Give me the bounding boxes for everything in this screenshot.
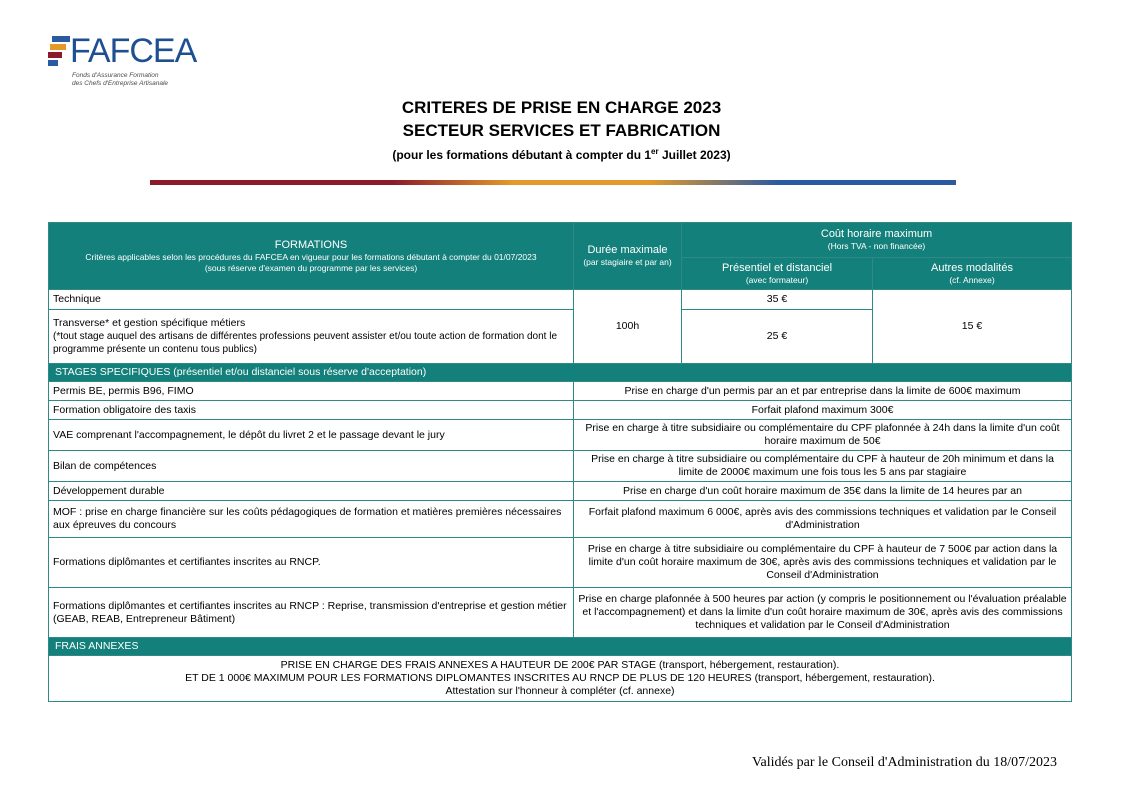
row-technique-cost: 35 € [682,290,873,310]
stage-value: Prise en charge plafonnée à 500 heures par action (y compris le positionnement ou l'évaluation préalable et l'accompagnement) et dans la limite d'un coût horaire maximum de 30€, après avis des commissions techniques et validation par le Conseil d'Administration [574,588,1072,638]
header-autres [873,258,1072,290]
transverse-description: (*tout stage auquel des artisans de différentes professions peuvent assister et/ou toute action de formation dont le programme présente un contenu tous publics) [53,331,558,355]
header-presentiel [682,258,873,290]
band-frais-annexes: FRAIS ANNEXES [49,638,1072,656]
band-stages-specifiques: STAGES SPECIFIQUES (présentiel et/ou distanciel sous réserve d'acceptation) [49,364,1072,382]
stage-label: Formations diplômantes et certifiantes inscrites au RNCP : Reprise, transmission d'entreprise et gestion métier (GEAB, REAB, Entrepreneur Bâtiment) [49,588,574,638]
stage-label: Bilan de compétences [49,451,574,482]
header-cout [682,223,1072,258]
row-technique-label: Technique [49,290,574,310]
stage-value: Forfait plafond maximum 300€ [574,401,1072,420]
header-formations-sub: Critères applicables selon les procédures du FAFCEA en vigueur pour les formations débutant à compter du 01/07/2023 [85,251,537,262]
stage-label: Formations diplômantes et certifiantes inscrites au RNCP. [49,538,574,588]
logo-wordmark: FAFCEA [70,32,197,70]
row-transverse-label [49,310,574,364]
stage-label: VAE comprenant l'accompagnement, le dépôt du livret 2 et le passage devant le jury [49,420,574,451]
fafcea-logo [48,28,197,92]
header-autres-sub: (cf. Annexe) [949,274,995,285]
logo-stripe [48,60,58,66]
logo-stripe [52,36,70,42]
header-formations [49,223,574,290]
header-formations-title: FORMATIONS [274,238,348,251]
transverse-title: Transverse* et gestion spécifique métiers [53,317,246,329]
document-title [0,96,1123,165]
validation-note: Validés par le Conseil d'Administration du 18/07/2023 [751,755,1057,770]
logo-subtitle [72,72,168,88]
logo-stripe [48,52,62,58]
frais-line: Attestation sur l'honneur à compléter (cf. annexe) [445,685,675,697]
criteria-table [48,222,1072,702]
decorative-rule [150,180,956,185]
header-cout-sub: (Hors TVA - non financée) [827,241,926,251]
stage-value: Prise en charge d'un coût horaire maximum de 35€ dans la limite de 14 heures par an [574,482,1072,501]
logo-stripe [50,44,66,50]
row-transverse-cost: 25 € [682,310,873,364]
frais-line: PRISE EN CHARGE DES FRAIS ANNEXES A HAUTEUR DE 200€ PAR STAGE (transport, hébergement, restauration). [280,659,840,671]
frais-line: ET DE 1 000€ MAXIMUM POUR LES FORMATIONS DIPLOMANTES INSCRITES AU RNCP DE PLUS DE 120 HEURES (transport, hébergement, restauration). [185,672,935,684]
title-line-2: SECTEUR SERVICES ET FABRICATION [402,121,721,140]
frais-annexes-text [49,656,1072,702]
title-line-1: CRITERES DE PRISE EN CHARGE 2023 [401,98,722,117]
header-cout-title: Coût horaire maximum [820,228,933,240]
header-presentiel-sub: (avec formateur) [745,274,809,285]
header-presentiel-title: Présentiel et distanciel [721,261,833,274]
stage-label: Permis BE, permis B96, FIMO [49,382,574,401]
stage-value: Forfait plafond maximum 6 000€, après avis des commissions techniques et validation par le Conseil d'Administration [574,501,1072,538]
header-duree [574,223,682,290]
header-autres-title: Autres modalités [931,261,1013,274]
stage-value: Prise en charge à titre subsidiaire ou complémentaire du CPF plafonnée à 24h dans la limite d'un coût horaire maximum de 50€ [574,420,1072,451]
header-duree-title: Durée maximale [587,244,668,256]
logo-subtitle-line: des Chefs d'Entreprise Artisanale [72,80,169,87]
header-formations-sub: (sous réserve d'examen du programme par les services) [204,262,418,273]
stage-value: Prise en charge d'un permis par an et par entreprise dans la limite de 600€ maximum [574,382,1072,401]
header-duree-sub: (par stagiaire et par an) [583,257,672,267]
stage-value: Prise en charge à titre subsidiaire ou complémentaire du CPF à hauteur de 7 500€ par action dans la limite d'un coût horaire maximum de 30€, après avis des commissions techniques et validation par le Conseil d'Administration [574,538,1072,588]
stage-label: Développement durable [49,482,574,501]
stage-label: Formation obligatoire des taxis [49,401,574,420]
stage-label: MOF : prise en charge financière sur les coûts pédagogiques de formation et matières premières nécessaires aux épreuves du concours [49,501,574,538]
title-line-3: (pour les formations débutant à compter du 1er Juillet 2023) [392,147,731,162]
logo-subtitle-line: Fonds d'Assurance Formation [72,72,159,79]
row-autres-cost: 15 € [873,290,1072,364]
stage-value: Prise en charge à titre subsidiaire ou complémentaire du CPF à hauteur de 20h minimum et dans la limite de 2000€ maximum une fois tous les 5 ans par stagiaire [574,451,1072,482]
row-duree-value: 100h [574,290,682,364]
